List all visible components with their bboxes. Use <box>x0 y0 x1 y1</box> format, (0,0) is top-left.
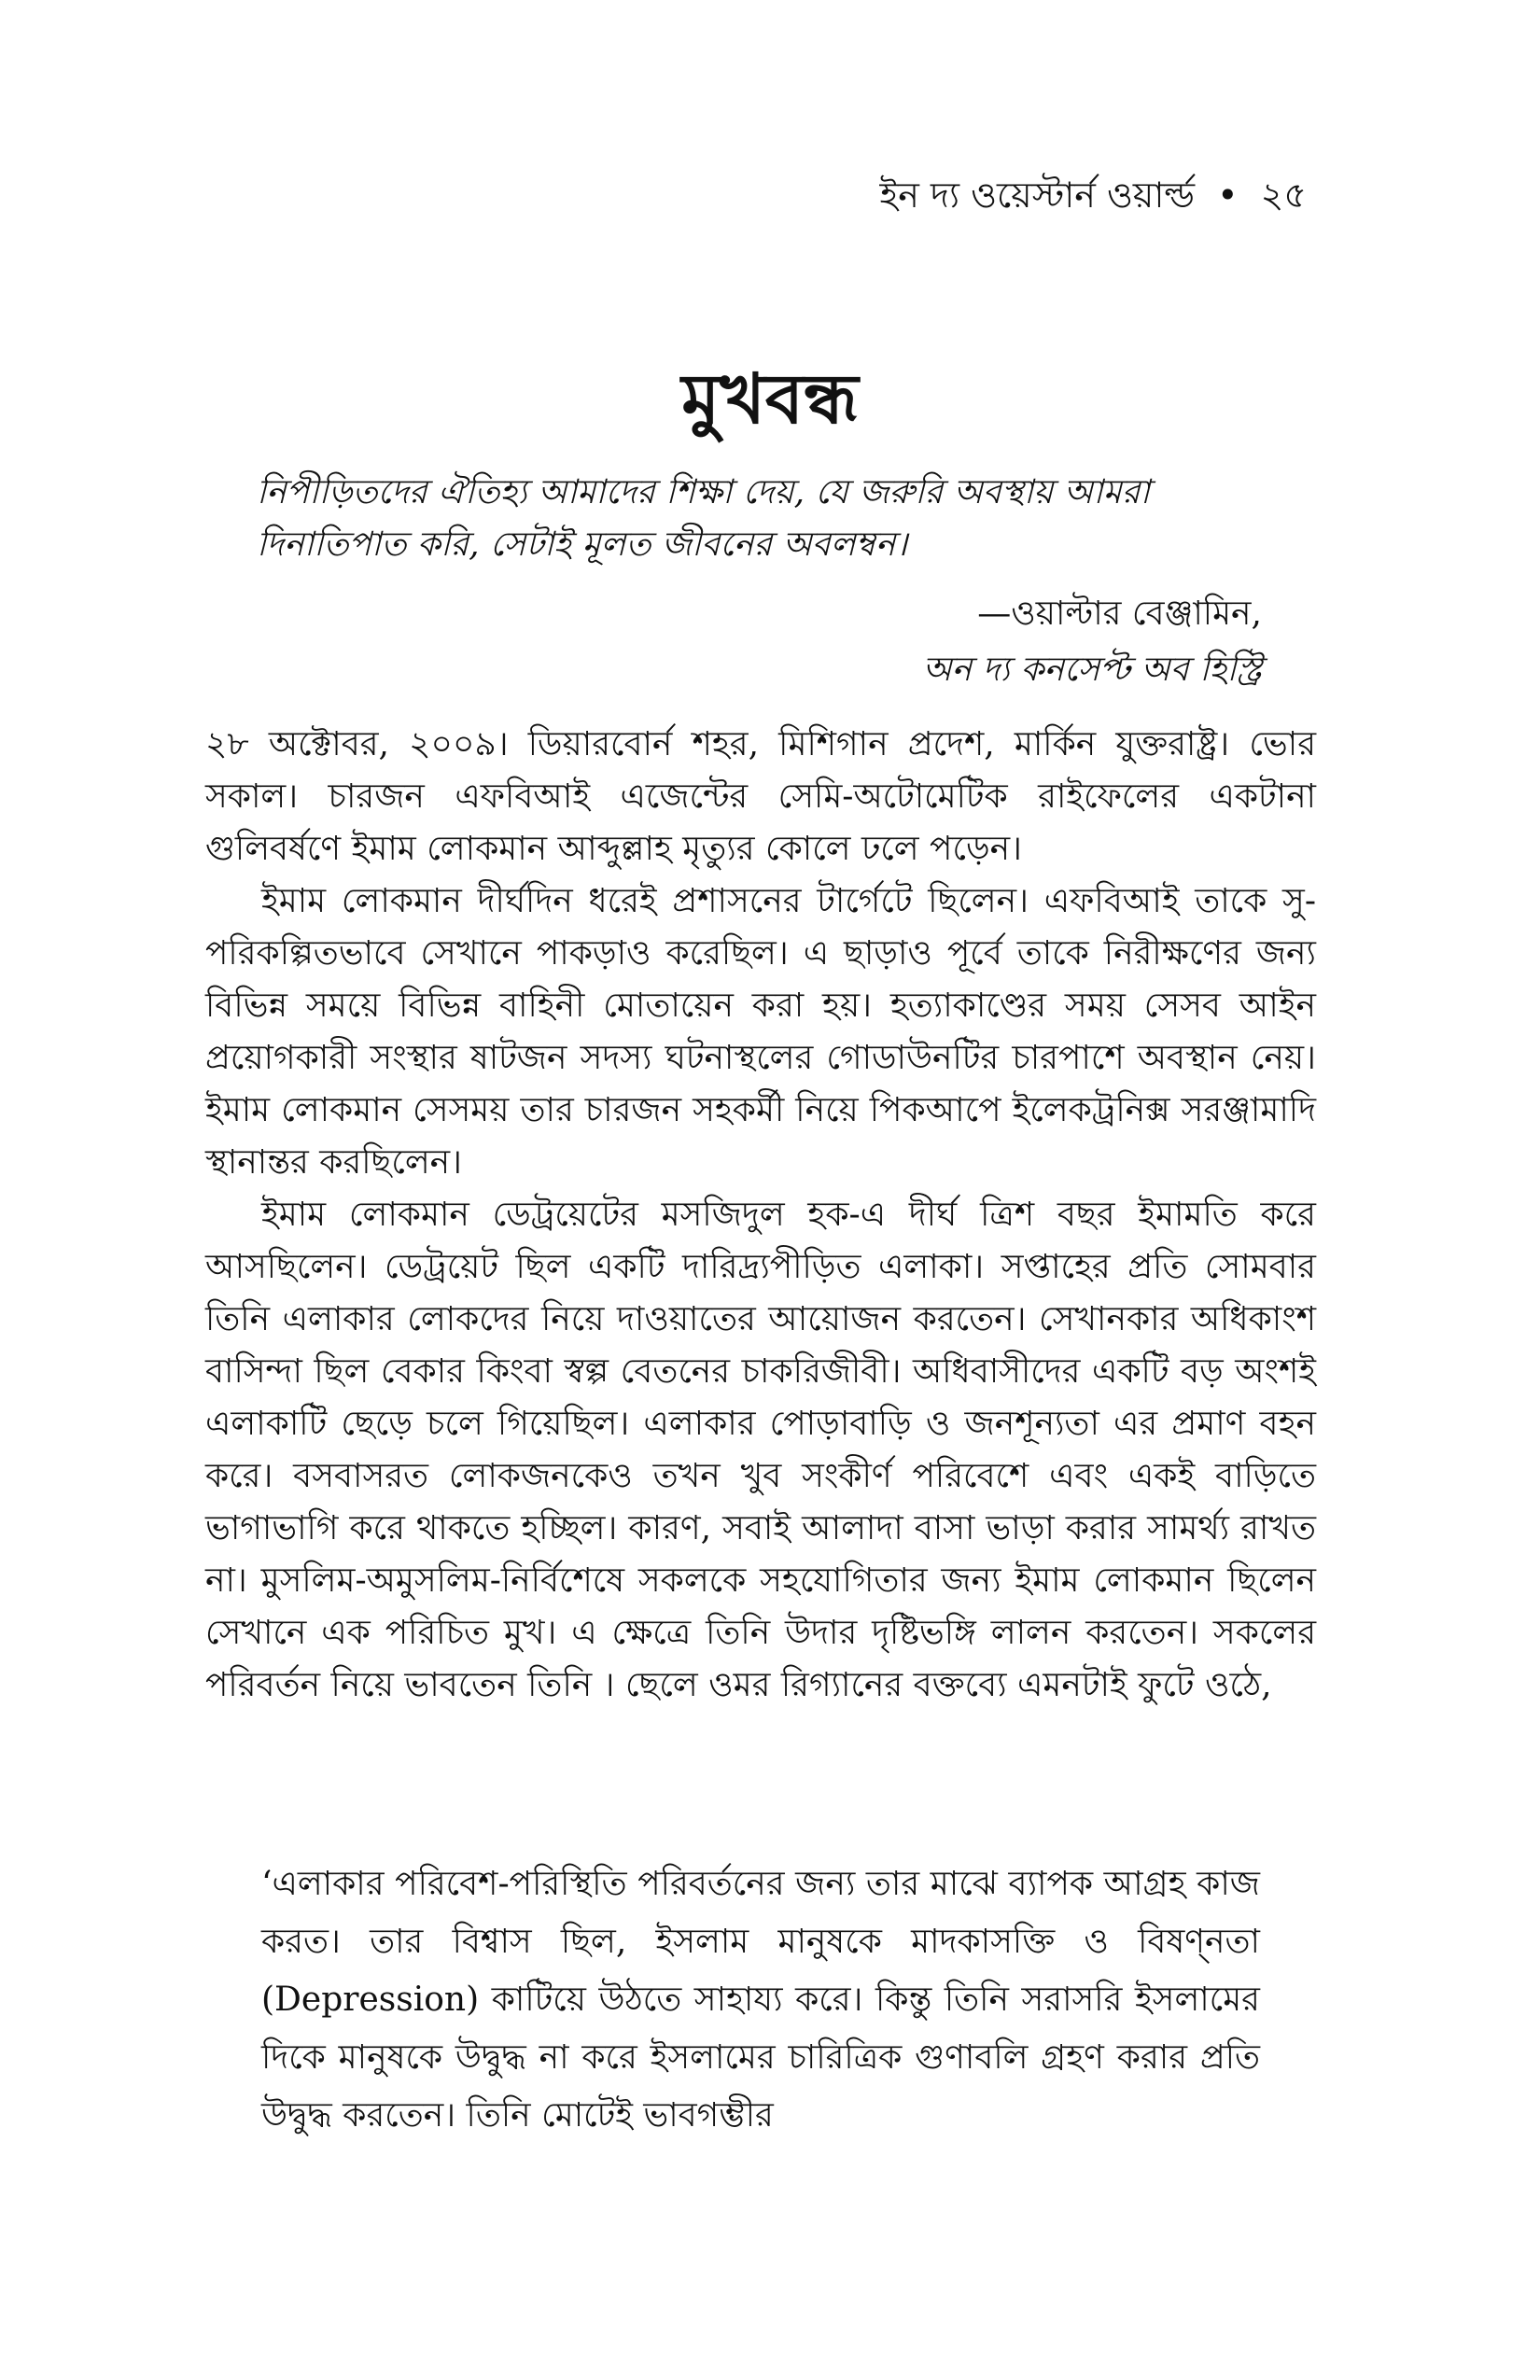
epigraph-quote: নিপীড়িতদের ঐতিহ্য আমাদের শিক্ষা দেয়, যে জরুরি অবস্থায় আমরা দিনাতিপাত করি, সেটাই মূলত জীবনের অবলম্বন। <box>257 473 1151 564</box>
page-number: ২৫ <box>1260 175 1307 216</box>
epigraph-author: —ওয়াল্টার বেঞ্জামিন, <box>977 595 1262 633</box>
body-text <box>205 719 1316 1712</box>
paragraph: ২৮ অক্টোবর, ২০০৯। ডিয়ারবোর্ন শহর, মিশিগান প্রদেশ, মার্কিন যুক্তরাষ্ট্র। ভোর সকাল। চারজন এফবিআই এজেন্টের সেমি-অটোমেটিক রাইফেলের একটানা গুলিবর্ষণে ইমাম লোকমান আব্দুল্লাহ মৃত্যুর কোলে ঢলে পড়েন। <box>205 725 1316 868</box>
running-header <box>879 168 1307 228</box>
paragraph: ইমাম লোকমান দীর্ঘদিন ধরেই প্রশাসনের টার্গেটে ছিলেন। এফবিআই তাকে সু-পরিকল্পিতভাবে সেখানে পাকড়াও করেছিল। এ ছাড়াও পূর্বে তাকে নিরীক্ষণের জন্য বিভিন্ন সময়ে বিভিন্ন বাহিনী মোতায়েন করা হয়। হত্যাকাণ্ডের সময় সেসব আইন প্রয়োগকারী সংস্থার ষাটজন সদস্য ঘটনাস্থলের গোডাউনটির চারপাশে অবস্থান নেয়। ইমাম লোকমান সেসময় তার চারজন সহকর্মী নিয়ে পিকআপে ইলেকট্রনিক্স সরঞ্জামাদি স্থানান্তর করছিলেন। <box>205 882 1316 1182</box>
block-quote: ‘এলাকার পরিবেশ-পরিস্থিতি পরিবর্তনের জন্য তার মাঝে ব্যাপক আগ্রহ কাজ করত। তার বিশ্বাস ছিল, ইসলাম মানুষকে মাদকাসক্তি ও বিষণ্নতা (Depression) কাটিয়ে উঠতে সাহায্য করে। কিন্তু তিনি সরাসরি ইসলামের দিকে মানুষকে উদ্বুদ্ধ না করে ইসলামের চারিত্রিক গুণাবলি গ্রহণ করার প্রতি উদ্বুদ্ধ করতেন। তিনি মোটেই ভাবগম্ভীর <box>261 1865 1260 2135</box>
epigraph-source: অন দ্য কনসেপ্ট অব হিস্ট্রি <box>922 651 1262 689</box>
header-separator: • <box>1217 175 1239 216</box>
running-title: ইন দ্য ওয়েস্টার্ন ওয়ার্ল্ড <box>879 175 1196 216</box>
paragraph: ইমাম লোকমান ডেট্রয়েটের মসজিদুল হক-এ দীর্ঘ ত্রিশ বছর ইমামতি করে আসছিলেন। ডেট্রয়েট ছিল একটি দারিদ্র্যপীড়িত এলাকা। সপ্তাহের প্রতি সোমবার তিনি এলাকার লোকদের নিয়ে দাওয়াতের আয়োজন করতেন। সেখানকার অধিকাংশ বাসিন্দা ছিল বেকার কিংবা স্বল্প বেতনের চাকরিজীবী। অধিবাসীদের একটি বড় অংশই এলাকাটি ছেড়ে চলে গিয়েছিল। এলাকার পোড়াবাড়ি ও জনশূন্যতা এর প্রমাণ বহন করে। বসবাসরত লোকজনকেও তখন খুব সংকীর্ণ পরিবেশে এবং একই বাড়িতে ভাগাভাগি করে থাকতে হচ্ছিল। কারণ, সবাই আলাদা বাসা ভাড়া করার সামর্থ্য রাখত না। মুসলিম-অমুসলিম-নির্বিশেষে সকলকে সহযোগিতার জন্য ইমাম লোকমান ছিলেন সেখানে এক পরিচিত মুখ। এ ক্ষেত্রে তিনি উদার দৃষ্টিভঙ্গি লালন করতেন। সকলের পরিবর্তন নিয়ে ভাবতেন তিনি । ছেলে ওমর রিগ্যানের বক্তব্যে এমনটাই ফুটে ওঠে, <box>205 1196 1317 1704</box>
chapter-title: মুখবন্ধ <box>681 359 859 440</box>
epigraph-attribution <box>515 586 1262 698</box>
